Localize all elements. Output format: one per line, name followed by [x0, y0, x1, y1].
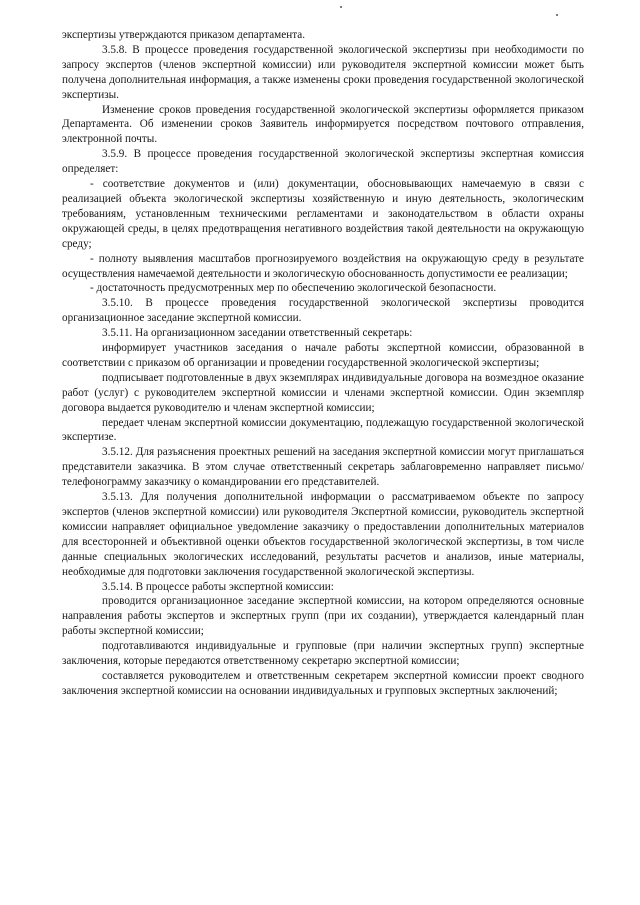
- paragraph: подписывает подготовленные в двух экземплярах индивидуальные договора на возмездное оказание работ (услуг) с руководителем экспертной комиссии и членами экспертной комиссии. Один экземпляр договора выдается руководителю и членам экспертной комиссии;: [62, 371, 584, 414]
- document-page: [62, 28, 584, 699]
- paragraph: 3.5.11. На организационном заседании ответственный секретарь:: [102, 327, 413, 340]
- scan-speck: [556, 14, 558, 16]
- paragraph: 3.5.10. В процессе проведения государственной экологической экспертизы проводится организационное заседание экспертной комиссии.: [62, 297, 584, 325]
- paragraph: 3.5.14. В процессе работы экспертной комиссии:: [102, 580, 334, 593]
- paragraph: информирует участников заседания о начале работы экспертной комиссии, образованной в соответствии с приказом об организации и проведении государственной экологической экспертизы;: [62, 342, 584, 369]
- scan-speck: [340, 6, 342, 8]
- paragraph: 3.5.9. В процессе проведения государственной экологической экспертизы экспертная комиссия определяет:: [62, 148, 584, 176]
- paragraph: 3.5.13. Для получения дополнительной информации о рассматриваемом объекте по запросу экспертов (членов экспертной комиссии) или руководителя Экспертной комиссии, руководитель экспертной комиссии направляет официальное уведомление заказчику о предоставлении дополнительных материалов для всесторонней и объективной оценки объектов государственной экологической экспертизы, в том числе данные специальных экологических исследований, результаты расчетов и анализов, иные материалы, необходимые для подготовки заключения государственной экологической экспертизы.: [62, 491, 584, 578]
- paragraph: передает членам экспертной комиссии документацию, подлежащую государственной экологической экспертизе.: [62, 416, 584, 444]
- paragraph: составляется руководителем и ответственным секретарем экспертной комиссии проект сводного заключения экспертной комиссии на основании индивидуальных и групповых экспертных заключений;: [62, 669, 584, 697]
- paragraph: 3.5.8. В процессе проведения государственной экологической экспертизы при необходимости по запросу экспертов (членов экспертной комиссии) или руководителя экспертной комиссии может быть получена дополнительная информация, а также изменены сроки проведения государственной экологической экспертизы.: [62, 43, 584, 101]
- list-item: - полноту выявления масштабов прогнозируемого воздействия на окружающую среду в результате осуществления намечаемой деятельности и экологическую обоснованность допустимости ее реализации;: [62, 252, 584, 280]
- list-item: - достаточность предусмотренных мер по обеспечению экологической безопасности.: [90, 282, 497, 295]
- list-item: - соответствие документов и (или) документации, обосновывающих намечаемую в связи с реализацией объекта экологической экспертизы хозяйственную и иную деятельность, экологическим требованиям, установленным техническими регламентами и законодательством в области охраны окружающей среды, в целях предотвращения негативного воздействия такой деятельности на окружающую среду;: [62, 178, 584, 250]
- paragraph: проводится организационное заседание экспертной комиссии, на котором определяются основные направления работы экспертов и экспертных групп (при их создании), утверждается календарный план работы экспертной комиссии;: [62, 595, 584, 638]
- paragraph: Изменение сроков проведения государственной экологической экспертизы оформляется приказом Департамента. Об изменении сроков Заявитель информируется посредством почтового отправления, электронной почты.: [62, 103, 584, 146]
- paragraph: экспертизы утверждаются приказом департамента.: [62, 29, 305, 41]
- paragraph: 3.5.12. Для разъяснения проектных решений на заседания экспертной комиссии могут приглашаться представители заказчика. В этом случае ответственный секретарь заблаговременно направляет письмо/телефонограмму заказчику о командировании его представителей.: [62, 446, 584, 489]
- paragraph: подготавливаются индивидуальные и групповые (при наличии экспертных групп) экспертные заключения, которые передаются ответственному секретарю экспертной комиссии;: [62, 640, 584, 668]
